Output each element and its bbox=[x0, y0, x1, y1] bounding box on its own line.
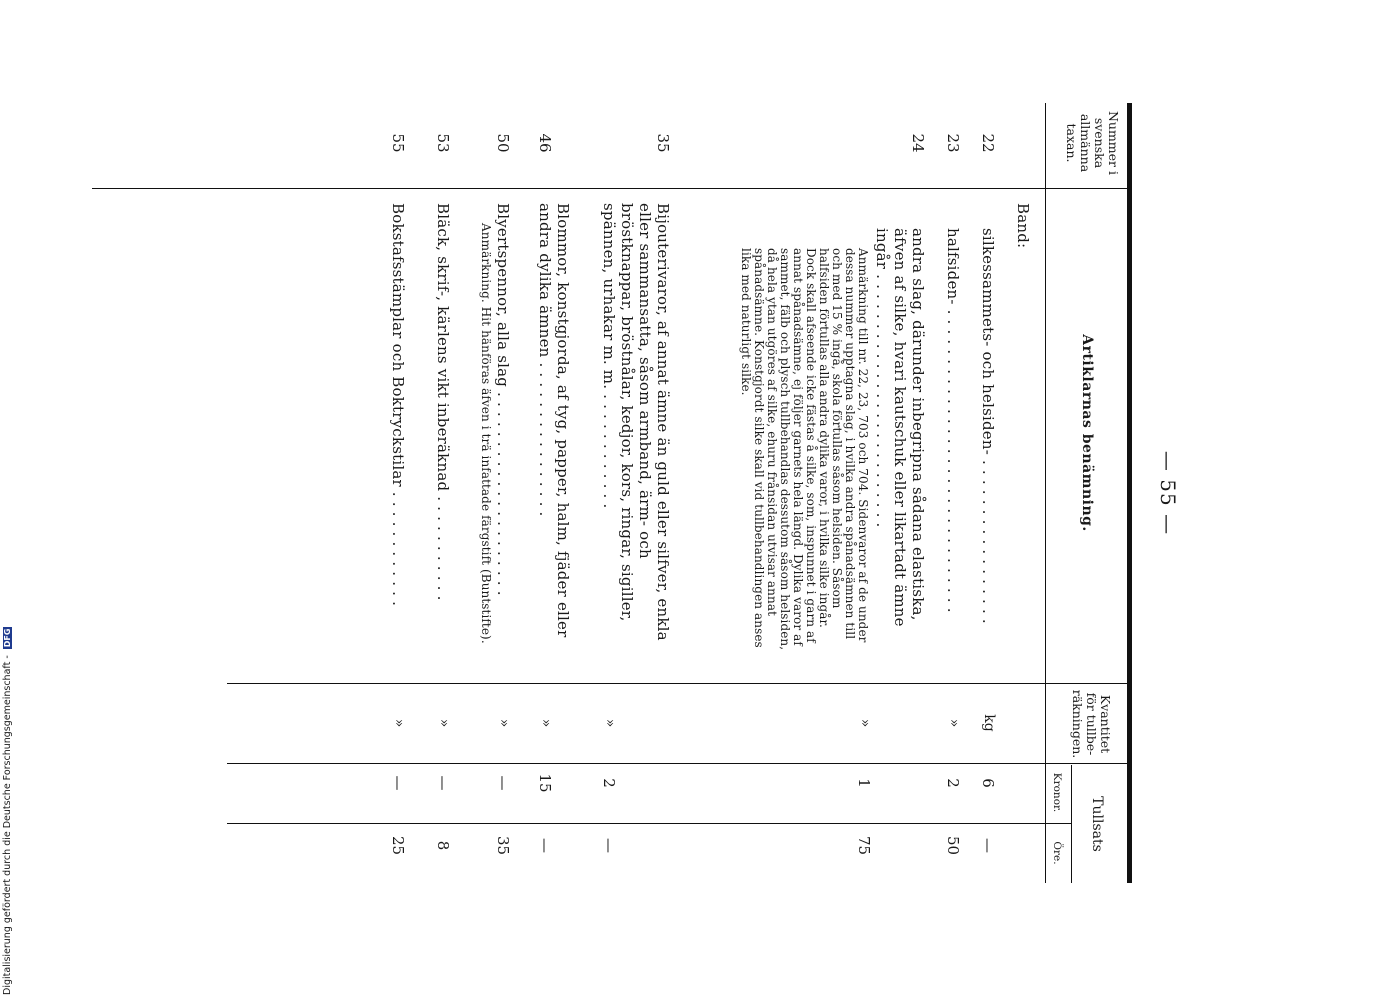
row-kronor: 6 bbox=[979, 778, 997, 788]
row-description bbox=[739, 228, 927, 658]
row-ore: — bbox=[536, 838, 554, 853]
row-ore: 35 bbox=[494, 835, 512, 856]
row-number: 22 bbox=[979, 133, 997, 153]
row-description: Bokstafsstämplar och Boktryckstilar . . . . . . . . . . . . bbox=[389, 203, 407, 607]
row-ore: 8 bbox=[434, 840, 452, 851]
row-description: Bläck, skrif-, kärlens vikt inberäknad . . . . . . . . . . . bbox=[434, 203, 452, 601]
rate-subheader-rule bbox=[1071, 765, 1072, 883]
row-note: Anmärkning. Hit hänföras äfven i trä infattade färgstift (Buntstifte). bbox=[479, 223, 493, 644]
row-unit: » bbox=[496, 718, 512, 728]
row-description: Blommor, konstgjorda, af tyg, papper, halm, fjäder eller andra dylika ämnen . . . . . . . . . . . . . . . . bbox=[536, 203, 572, 638]
row-description-text: Blyertspennor, alla slag . . . . . . . . . . . . . . . . . . . . . bbox=[494, 203, 512, 596]
row-description: Band: bbox=[1014, 203, 1032, 249]
row-ore: 25 bbox=[389, 835, 407, 856]
credit-text: Digitalisierung gefördert durch die Deutsche Forschungsgemeinschaft - bbox=[2, 655, 13, 995]
row-unit: » bbox=[391, 718, 407, 728]
header-article: Artiklarnas benämning. bbox=[1079, 334, 1095, 532]
row-kronor: — bbox=[434, 775, 452, 791]
dfg-logo: DFG bbox=[3, 628, 12, 648]
row-unit: » bbox=[436, 718, 452, 728]
row-kronor: 2 bbox=[944, 778, 962, 788]
row-kronor: — bbox=[494, 775, 512, 791]
col-line-number bbox=[92, 188, 1127, 189]
row-unit: » bbox=[602, 718, 618, 728]
header-rate: Tullsats bbox=[1089, 796, 1105, 852]
row-number: 53 bbox=[434, 133, 452, 153]
row-description-text: andra slag, därunder inbegripna sådana elastiska, äfven af silke, hvari kautschuk eller likartadt ämne ingår . . . . . . . . . . . . . . . . . . . . . . . . . . bbox=[873, 228, 927, 627]
row-unit: kg bbox=[981, 714, 997, 732]
col-line-article bbox=[227, 683, 1127, 684]
row-kronor: — bbox=[389, 775, 407, 791]
row-description: halfsiden- . . . . . . . . . . . . . . . . . . . . . . . . . . . . . . . bbox=[944, 228, 962, 613]
row-number: 23 bbox=[944, 133, 962, 153]
row-description: silkessammets- och helsiden- . . . . . . . . . . . . . . . . . bbox=[979, 228, 997, 624]
row-description: Bijouterivaror, af annat ämne än guld eller silfver, enkla eller sammansatta, såsom armband, ärm- och bröstknappar, bröstnålar, kedjor, kors, ringar, sigiller, spännen, urhakar m. m. . . . . . . . . . . . . bbox=[600, 203, 672, 641]
header-quantity: Kvantitet för tullberäkningen. bbox=[1070, 689, 1113, 759]
header-ore: Öre. bbox=[1051, 841, 1063, 865]
row-note: Anmärkning till nr. 22, 23, 703 och 704. Sidenvaror af de under dessa nummer upptagna slag, i hvilka andra spånadsämnen till och med 15 % ingå, skola förtullas såsom helsiden. Såsom halfsiden förtullas alla andra dylika varor, i hvilka silke ingår. Dock skall afseende icke fästas å silke, som, inspunnet i garn af annat spånadsämne, ej följer garnets hela längd. Dylika varor af sammet, fälb och plysch tullbehandlas dessutom såsom helsiden, då hela ytan utgöres af silke, ehuru frånsidan utvisar annat spånadsämne. Konstgjordt silke skall vid tullbehandlingen anses lika med naturligt silke. bbox=[739, 248, 870, 651]
row-number: 50 bbox=[494, 133, 512, 153]
row-kronor: 2 bbox=[600, 778, 618, 788]
row-description bbox=[479, 203, 512, 658]
row-number: 35 bbox=[654, 133, 672, 153]
row-ore: — bbox=[979, 838, 997, 853]
header-kronor: Kronor. bbox=[1051, 772, 1063, 813]
row-ore: 75 bbox=[855, 835, 873, 856]
page-number: — 55 — bbox=[1156, 450, 1180, 536]
row-kronor: 15 bbox=[536, 773, 554, 793]
row-number: 55 bbox=[389, 133, 407, 153]
top-rule bbox=[1127, 103, 1132, 883]
header-rule bbox=[1045, 103, 1046, 883]
row-kronor: 1 bbox=[855, 778, 873, 788]
row-unit: » bbox=[857, 718, 873, 728]
row-unit: » bbox=[538, 718, 554, 728]
header-number: Nummer i svenska allmänna taxan. bbox=[1064, 110, 1121, 176]
row-number: 24 bbox=[909, 133, 927, 153]
row-ore: 50 bbox=[944, 835, 962, 856]
rotated-page bbox=[92, 103, 1180, 883]
digitization-credit bbox=[2, 605, 16, 995]
row-unit: » bbox=[946, 718, 962, 728]
row-number: 46 bbox=[536, 133, 554, 153]
row-ore: — bbox=[600, 838, 618, 853]
